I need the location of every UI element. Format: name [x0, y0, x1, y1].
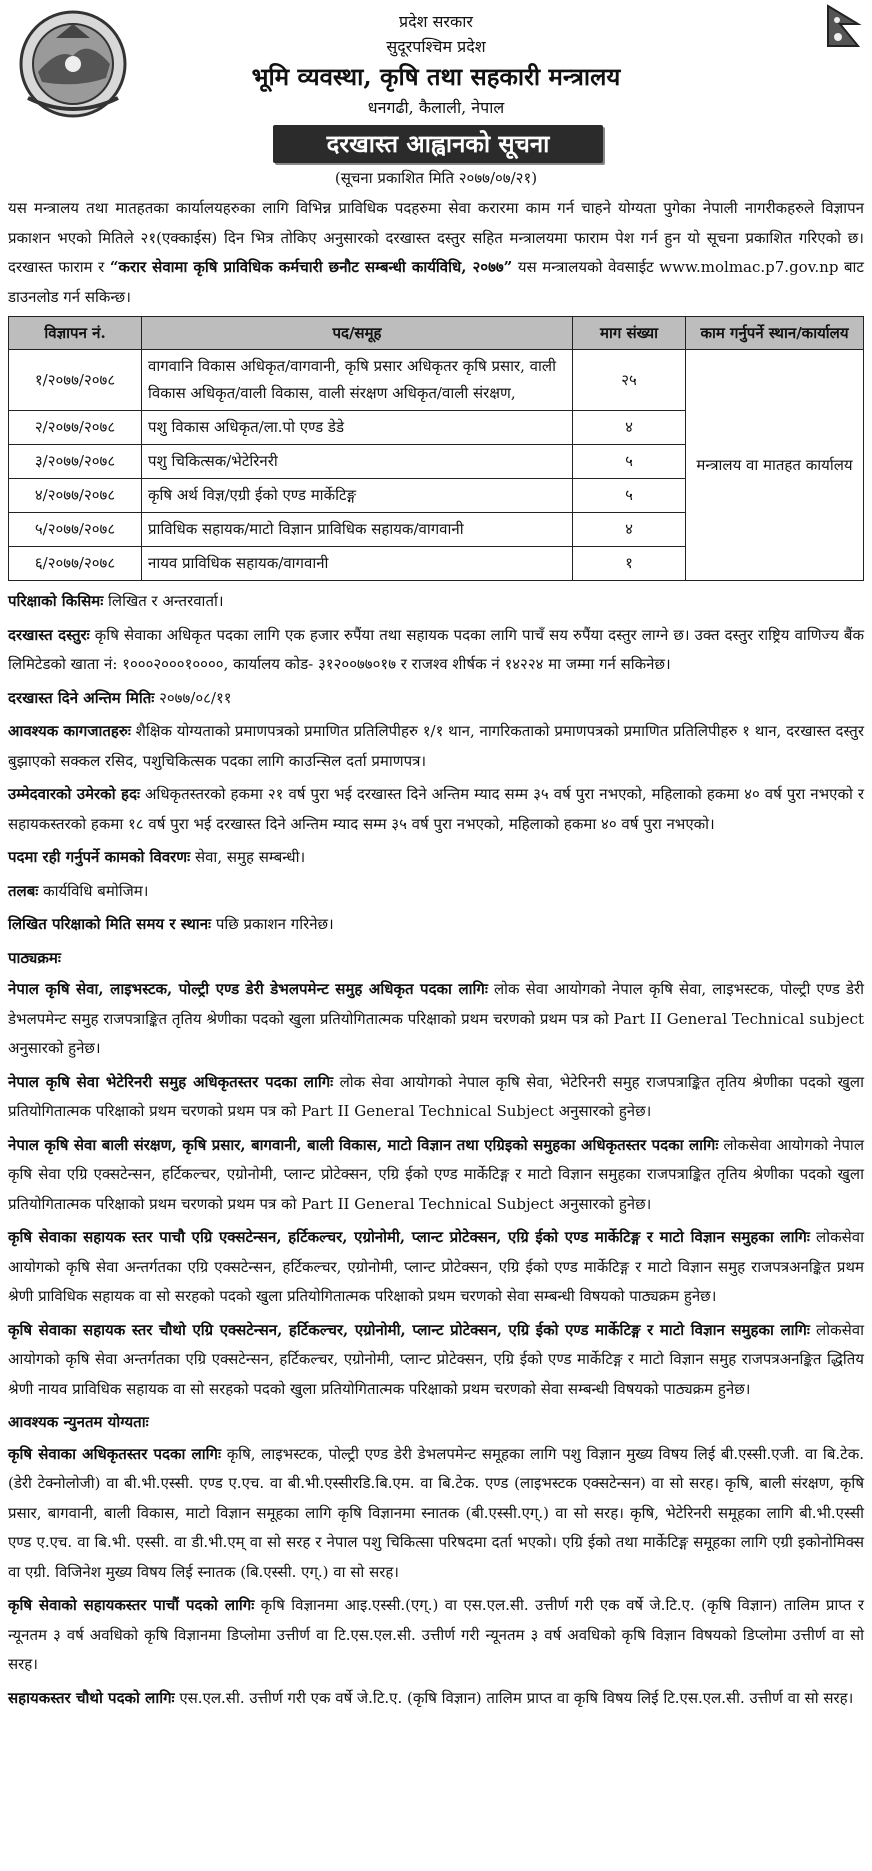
post-cell: नायव प्राविधिक सहायक/वागवानी	[142, 547, 573, 581]
syllabus-item-label: नेपाल कृषि सेवा भेटेरिनरी समुह अधिकृतस्तर पदका लागिः	[8, 1072, 334, 1091]
fee-label: दरखास्त दस्तुरः	[8, 625, 90, 644]
syllabus-item	[8, 1316, 864, 1405]
post-cell: प्राविधिक सहायक/माटो विज्ञान प्राविधिक सहायक/वागवानी	[142, 513, 573, 547]
qualification-item-label: कृषि सेवाको सहायकस्तर पाचौं पदको लागिः	[8, 1596, 255, 1614]
deadline-label: दरखास्त दिने अन्तिम मितिः	[8, 688, 155, 707]
table-row	[9, 350, 864, 411]
exam-date-paragraph	[8, 910, 864, 940]
col-header-ad-no: विज्ञापन नं.	[9, 317, 142, 350]
intro-paragraph	[8, 194, 864, 312]
syllabus-item-text: लोकसेवा आयोगको नेपाल कृषि सेवा एग्रि एक्सटेन्सन, हर्टिकल्चर, एग्रोनोमी, प्लान्ट प्रोटेक्सन, एग्रि ईको एण्ड मार्केटिङ्ग र माटो विज्ञान समुहका राजपत्राङ्कित तृतिय श्रेणीका पदको खुला प्रतियोगितात्मक परिक्षाको प्रथम चरणको प्रथम पत्र को Part II General Technical Subject अनुसारको हुनेछ।	[8, 1135, 864, 1213]
count-cell: ४	[573, 411, 686, 445]
count-cell: १	[573, 547, 686, 581]
syllabus-item-text: लोकसेवा आयोगको कृषि सेवा अन्तर्गतका एग्रि एक्सटेन्सन, हर्टिकल्चर, एग्रोनोमी, प्लान्ट प्रोटेक्सन, एग्रि ईको एण्ड मार्केटिङ्ग र माटो विज्ञान समुह राजपत्रअनङ्कित प्रथम श्रेणी प्राविधिक सहायक वा सो सरहको पदको खुला प्रतियोगितात्मक परिक्षाको प्रथम चरणको सेवा सम्बन्धी विषयको पाठ्यक्रम हुनेछ।	[8, 1228, 865, 1305]
vacancy-table	[8, 316, 864, 581]
qualification-item-label: कृषि सेवाका अधिकृतस्तर पदका लागिः	[8, 1444, 221, 1463]
count-cell: ४	[573, 513, 686, 547]
notice-title-banner: दरखास्त आह्वानको सूचना	[273, 125, 603, 163]
age-limit-paragraph	[8, 780, 864, 839]
syllabus-item	[8, 1131, 864, 1220]
intro-website-text: यस मन्त्रालयको वेवसाईट www.molmac.p7.gov.np बाट डाउनलोड गर्न सकिन्छ।	[8, 258, 864, 306]
ad-no-cell: २/२०७७/२०७८	[9, 411, 142, 445]
location-cell: मन्त्रालय वा मातहत कार्यालय	[686, 350, 864, 581]
fee-paragraph	[8, 621, 864, 680]
notice-content	[8, 194, 864, 1717]
qualification-item	[8, 1591, 864, 1680]
qualification-item	[8, 1684, 864, 1714]
qualification-heading: आवश्यक न्युनतम योग्यताः	[8, 1413, 149, 1431]
count-cell: ५	[573, 445, 686, 479]
age-limit-label: उम्मेदवारको उमेरको हदः	[8, 785, 140, 803]
col-header-count: माग संख्या	[573, 317, 686, 350]
ad-no-cell: ४/२०७७/२०७८	[9, 479, 142, 513]
ministry-address: धनगढी, कैलाली, नेपाल	[367, 98, 505, 117]
exam-date-value: पछि प्रकाशन गरिनेछ।	[211, 915, 334, 933]
salary-value: कार्यविधि बमोजिम।	[38, 881, 149, 900]
qualification-item-text: कृषि विज्ञानमा आइ.एस्सी.(एग्.) वा एस.एल.सी. उत्तीर्ण गरी एक वर्षे जे.टि.ए. (कृषि विज्ञान) तालिम प्राप्त र न्यूनतम ३ वर्ष अवधिको कृषि विज्ञानमा डिप्लोमा उत्तीर्ण वा टि.एस.एल.सी. उत्तीर्ण गरी न्यूनतम ३ वर्ष अवधिको कृषि विज्ञान विषयको डिप्लोमा उत्तीर्ण वा सो सरह।	[8, 1596, 864, 1673]
syllabus-item	[8, 975, 864, 1064]
count-cell: २५	[573, 350, 686, 411]
qualification-item-label: सहायकस्तर चौथो पदको लागिः	[8, 1688, 175, 1707]
syllabus-item-text: लोकसेवा आयोगको कृषि सेवा अन्तर्गतका एग्रि एक्सटेन्सन, हर्टिकल्चर, एग्रोनोमी, प्लान्ट प्रोटेक्सन, एग्रि ईको एण्ड मार्केटिङ्ग र माटो विज्ञान समुह राजपत्रअनङ्कित द्धितिय श्रेणी नायव प्राविधिक सहायक वा सो सरहको पदको खुला प्रतियोगितात्मक परिक्षाको प्रथम चरणको सेवा सम्बन्धी विषयको पाठ्यक्रम हुनेछ।	[8, 1320, 864, 1398]
exam-type-label: परिक्षाको किसिमः	[8, 592, 104, 610]
documents-value: शैक्षिक योग्यताको प्रमाणपत्रको प्रमाणित प्रतिलिपीहरु १/१ थान, नागरिकताको प्रमाणपत्रको प्रमाणित प्रतिलिपीहरु १ थान, दरखास्त दस्तुर बुझाएको सक्कल रसिद, पशुचिकित्सक पदका लागि काउन्सिल दर्ता प्रमाणपत्र।	[8, 722, 864, 770]
post-cell: वागवानि विकास अधिकृत/वागवानी, कृषि प्रसार अधिकृतर कृषि प्रसार, वाली विकास अधिकृत/वाली विकास, वाली संरक्षण अधिकृत/वाली संरक्षण,	[142, 350, 573, 411]
ad-no-cell: ३/२०७७/२०७८	[9, 445, 142, 479]
duty-label: पदमा रही गर्नुपर्ने कामको विवरणः	[8, 848, 191, 866]
exam-type-paragraph	[8, 587, 864, 617]
syllabus-item-label: कृषि सेवाका सहायक स्तर चौथो एग्रि एक्सटेन्सन, हर्टिकल्चर, एग्रोनोमी, प्लान्ट प्रोटेक्सन, एग्रि ईको एण्ड मार्केटिङ्ग र माटो विज्ञान समुहका लागिः	[8, 1320, 810, 1339]
salary-label: तलबः	[8, 881, 39, 900]
syllabus-item-label: कृषि सेवाका सहायक स्तर पाचौ एग्रि एक्सटेन्सन, हर्टिकल्चर, एग्रोनोमी, प्लान्ट प्रोटेक्सन, एग्रि ईको एण्ड मार्केटिङ्ग र माटो विज्ञान समुहका लागिः	[8, 1228, 810, 1246]
syllabus-item-label: नेपाल कृषि सेवा, लाइभस्टक, पोल्ट्री एण्ड डेरी डेभलपमेन्ट समुह अधिकृत पदका लागिः	[8, 980, 488, 998]
syllabus-item-label: नेपाल कृषि सेवा बाली संरक्षण, कृषि प्रसार, बागवानी, बाली विकास, माटो विज्ञान तथा एग्रिइको समुहका अधिकृतस्तर पदका लागिः	[8, 1135, 719, 1154]
fee-value: कृषि सेवाका अधिकृत पदका लागि एक हजार रुपैंया तथा सहायक पदका लागि पाचँ सय रुपैंया दस्तुर लाग्ने छ। उक्त दस्तुर राष्ट्रिय वाणिज्य बैंक लिमिटेडको खाता नं: १०००२०००१००००, कार्यालय कोड- ३१२००७७०१७ र राजश्व शीर्षक नं १४२२४ मा जम्मा गर्न सकिनेछ।	[8, 625, 864, 673]
duty-value: सेवा, समुह सम्बन्धी।	[190, 848, 306, 866]
documents-paragraph	[8, 717, 864, 776]
deadline-value: २०७७/०८/११	[154, 688, 232, 707]
notice-header	[0, 0, 872, 187]
ad-no-cell: ६/२०७७/२०७८	[9, 547, 142, 581]
header-line-government: प्रदेश सरकार	[399, 12, 473, 31]
age-limit-value: अधिकृतस्तरको हकमा २१ वर्ष पुरा भई दरखास्त दिने अन्तिम म्याद सम्म ३५ वर्ष पुरा नभएको, महिलाको हकमा ४० वर्ष पुरा नभएको र सहायकस्तरको हकमा १८ वर्ष पुरा भई दरखास्त दिने अन्तिम म्याद सम्म ३५ वर्ष पुरा नभएको, महिलाको हकमा ४० वर्ष पुरा नभएको।	[8, 785, 864, 833]
syllabus-item-text: लोक सेवा आयोगको नेपाल कृषि सेवा, लाइभस्टक, पोल्ट्री एण्ड डेरी डेभलपमेन्ट समुह राजपत्राङ्कित तृतिय श्रेणीका पदको खुला प्रतियोगितात्मक परिक्षाको प्रथम चरणको प्रथम पत्र को Part II General Technical subject अनुसारको हुनेछ।	[8, 980, 865, 1057]
count-cell: ५	[573, 479, 686, 513]
exam-type-value: लिखित र अन्तरवार्ता।	[103, 592, 224, 610]
ad-no-cell: ५/२०७७/२०७८	[9, 513, 142, 547]
post-cell: पशु चिकित्सक/भेटेरिनरी	[142, 445, 573, 479]
documents-label: आवश्यक कागजातहरुः	[8, 722, 131, 740]
col-header-post: पद/समूह	[142, 317, 573, 350]
post-cell: कृषि अर्थ विज्ञ/एग्री ईको एण्ड मार्केटिङ्ग	[142, 479, 573, 513]
syllabus-heading: पाठ्यक्रमः	[8, 948, 61, 967]
header-line-province: सुदूरपश्चिम प्रदेश	[386, 37, 486, 56]
duty-paragraph	[8, 843, 864, 873]
post-cell: पशु विकास अधिकृत/ला.पो एण्ड डेडे	[142, 411, 573, 445]
table-header-row	[9, 317, 864, 350]
qualification-item	[8, 1440, 864, 1588]
intro-directive-name: “करार सेवामा कृषि प्राविधिक कर्मचारी छनौट सम्बन्धी कार्यविधि, २०७७”	[109, 258, 513, 276]
ministry-name: भूमि व्यवस्था, कृषि तथा सहकारी मन्त्रालय	[251, 62, 621, 91]
qualification-item-text: एस.एल.सी. उत्तीर्ण गरी एक वर्षे जे.टि.ए. (कृषि विज्ञान) तालिम प्राप्त वा कृषि विषय लिई टि.एस.एल.सी. उत्तीर्ण वा सो सरह।	[174, 1688, 854, 1707]
ad-no-cell: १/२०७७/२०७८	[9, 350, 142, 411]
col-header-location: काम गर्नुपर्ने स्थान/कार्यालय	[686, 317, 864, 350]
syllabus-item	[8, 1068, 864, 1127]
salary-paragraph	[8, 877, 864, 907]
deadline-paragraph	[8, 684, 864, 714]
syllabus-item-text: लोक सेवा आयोगको नेपाल कृषि सेवा, भेटेरिनरी समुह राजपत्राङ्कित तृतिय श्रेणीका पदको खुला प्रतियोगितात्मक परिक्षाको प्रथम चरणको प्रथम पत्र को Part II General Technical Subject अनुसारको हुनेछ।	[8, 1072, 864, 1120]
syllabus-item	[8, 1223, 864, 1312]
intro-text: यस मन्त्रालय तथा मातहतका कार्यालयहरुका लागि विभिन्न प्राविधिक पदहरुमा सेवा करारमा काम गर्न चाहने योग्यता पुगेका नेपाली नागरीकहरुले विज्ञापन प्रकाशन भएको मितिले २१(एक्काईस) दिन भित्र तोकिए अनुसारको दरखास्त दस्तुर सहित मन्त्रालयमा फाराम पेश गर्न हुन यो सूचना प्रकाशित गरिएको छ। दरखास्त फाराम र	[8, 199, 864, 276]
qualification-item-text: कृषि, लाइभस्टक, पोल्ट्री एण्ड डेरी डेभलपमेन्ट समूहका लागि पशु विज्ञान मुख्य विषय लिई बी.एस्सी.एजी. वा बि.टेक.(डेरी टेक्नोलोजी) वा बी.भी.एस्सी. एण्ड ए.एच. वा बी.भी.एस्सीरडि.बि.एम. वा बि.टेक. एण्ड (लाइभस्टक एक्सटेन्सन) वा सो सरह। कृषि, बाली संरक्षण, कृषि प्रसार, बागवानी, बाली विकास, माटो विज्ञान समूहका लागि कृषि विज्ञानमा स्नातक (बी.एस्सी.एग्.) वा सो सरह। कृषि, भेटेरिनरी समूहका लागि बी.भी.एस्सी एण्ड ए.एच. वा बि.भी. एस्सी. वा डी.भी.एम् वा सो सरह र नेपाल पशु चिकित्सा परिषदमा दर्ता भएको। एग्रि ईको तथा मार्केटिङ्ग समूहका लागि एग्री इकोनोमिक्स वा एग्री. विजिनेश मुख्य विषय लिई स्नातक (बि.एस्सी. एग्.) वा सो सरह।	[8, 1444, 865, 1581]
publication-date: (सूचना प्रकाशित मिति २०७७/०७/२१)	[334, 169, 538, 187]
exam-date-label: लिखित परिक्षाको मिति समय र स्थानः	[8, 915, 212, 933]
